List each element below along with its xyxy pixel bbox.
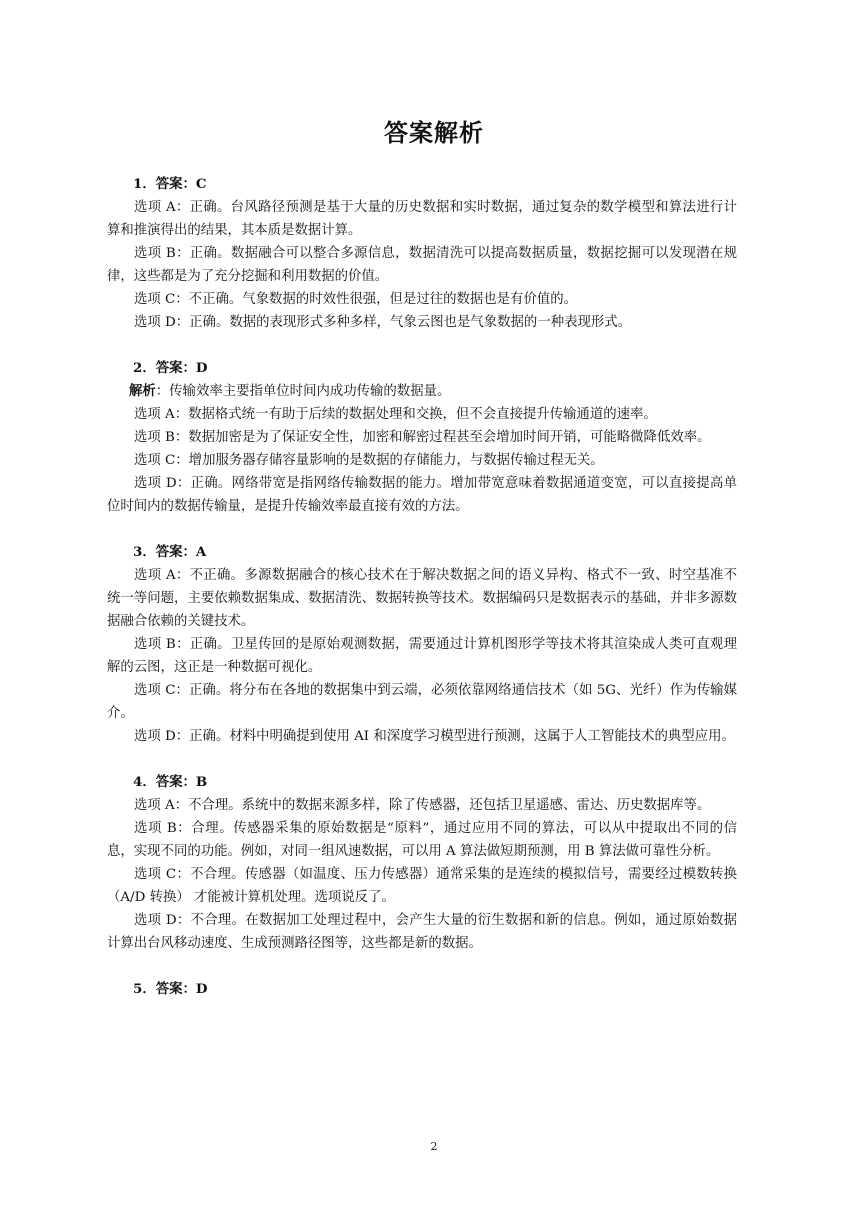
option-paragraph: 选项 D：正确。网络带宽是指网络传输数据的能力。增加带宽意味着数据通道变宽，可以直接提高单位时间内的数据传输量，是提升传输效率最直接有效的方法。 [107,476,737,514]
analysis-line [107,380,737,403]
answer-heading: 1．答案：C [133,176,207,192]
option-paragraph: 选项 A：正确。台风路径预测是基于大量的历史数据和实时数据，通过复杂的数学模型和算法进行计算和推演得出的结果，其本质是数据计算。 [107,200,737,238]
option-paragraph: 选项 B：正确。数据融合可以整合多源信息，数据清洗可以提高数据质量，数据挖掘可以发现潜在规律，这些都是为了充分挖掘和利用数据的价值。 [107,246,737,284]
analysis-label: 解析 [129,383,156,399]
option-paragraph: 选项 C：增加服务器存储容量影响的是数据的存储能力，与数据传输过程无关。 [134,453,604,468]
option-paragraph: 选项 B：正确。卫星传回的是原始观测数据，需要通过计算机图形学等技术将其渲染成人类可直观理解的云图，这正是一种数据可视化。 [107,637,737,675]
option-paragraph: 选项 B：数据加密是为了保证安全性，加密和解密过程甚至会增加时间开销，可能略微降低效率。 [134,430,711,445]
answer-content [107,173,737,1001]
answer-heading: 2．答案：D [133,360,208,376]
option-paragraph: 选项 B：合理。传感器采集的原始数据是“原料”，通过应用不同的算法，可以从中提取出不同的信息，实现不同的功能。例如，对同一组风速数据，可以用 A 算法做短期预测，用 B 算法做可靠性分析。 [107,821,737,859]
answer-heading: 4．答案：B [133,774,208,790]
page-title: 答案解析 [384,119,484,147]
option-paragraph: 选项 A：不正确。多源数据融合的核心技术在于解决数据之间的语义异构、格式不一致、时空基准不统一等问题，主要依赖数据集成、数据清洗、数据转换等技术。数据编码只是数据表示的基础，并非多源数据融合依赖的关键技术。 [107,568,737,629]
answer-heading: 5．答案：D [133,981,208,997]
answer-heading: 3．答案：A [133,544,207,560]
option-paragraph: 选项 C：不合理。传感器（如温度、压力传感器）通常采集的是连续的模拟信号，需要经过模数转换（A/D 转换） 才能被计算机处理。选项说反了。 [107,867,737,905]
page-number: 2 [430,1140,438,1153]
option-paragraph: 选项 C：不正确。气象数据的时效性很强，但是过往的数据也是有价值的。 [134,292,577,307]
option-paragraph: 选项 A：数据格式统一有助于后续的数据处理和交换，但不会直接提升传输通道的速率。 [134,407,657,422]
analysis-text: ：传输效率主要指单位时间内成功传输的数据量。 [155,384,451,399]
option-paragraph: 选项 D：正确。材料中明确提到使用 AI 和深度学习模型进行预测，这属于人工智能技术的典型应用。 [134,729,735,744]
option-paragraph: 选项 D：正确。数据的表现形式多种多样，气象云图也是气象数据的一种表现形式。 [134,315,632,330]
option-paragraph: 选项 D：不合理。在数据加工处理过程中，会产生大量的衍生数据和新的信息。例如，通过原始数据计算出台风移动速度、生成预测路径图等，这些都是新的数据。 [107,913,737,951]
option-paragraph: 选项 C：正确。将分布在各地的数据集中到云端，必须依靠网络通信技术（如 5G、光纤）作为传输媒介。 [107,683,737,721]
option-paragraph: 选项 A：不合理。系统中的数据来源多样，除了传感器，还包括卫星遥感、雷达、历史数据库等。 [134,798,711,813]
